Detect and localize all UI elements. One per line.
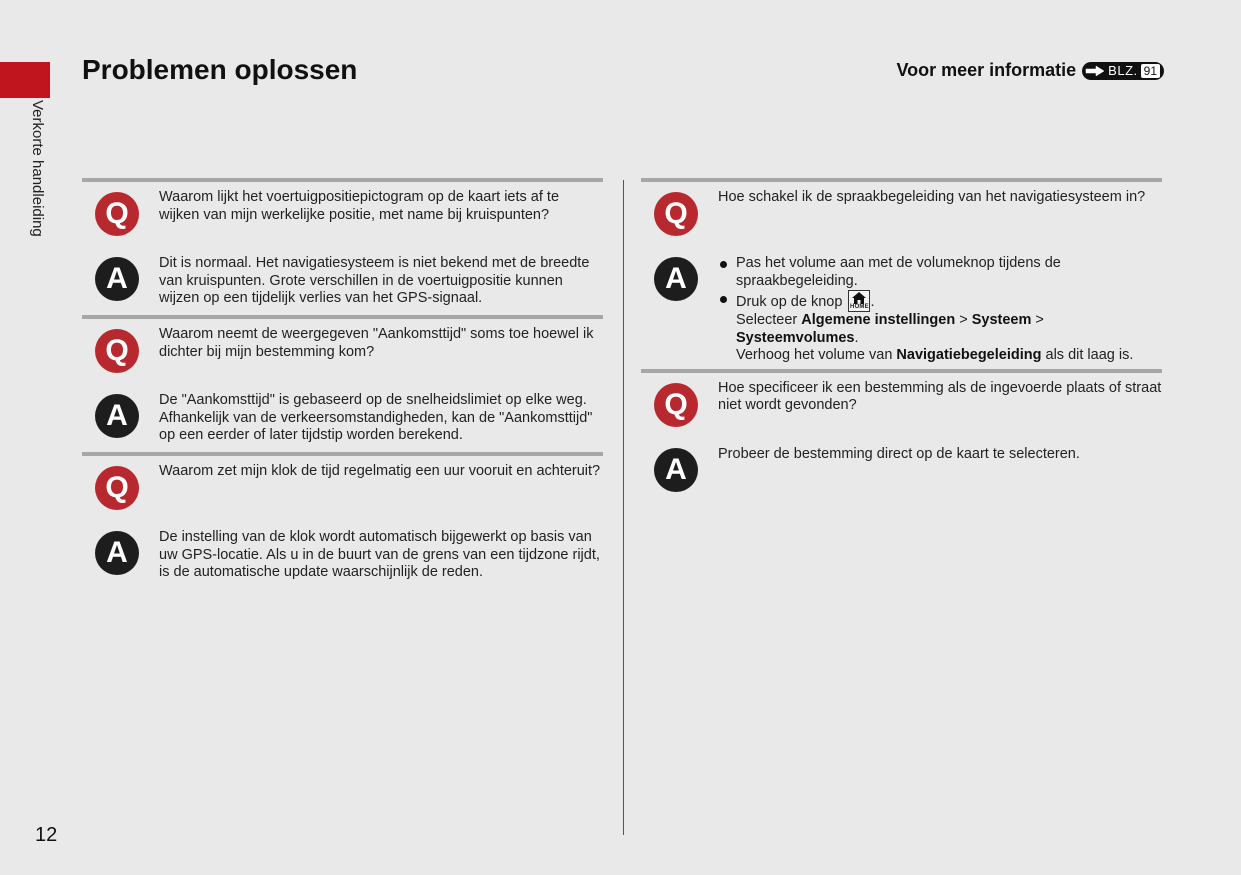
- faq-item: [82, 452, 603, 589]
- page-number: 12: [35, 824, 58, 846]
- menu-path-system-volumes: Systeemvolumes: [736, 329, 855, 346]
- question-row: [82, 319, 603, 386]
- faq-column-right: [641, 178, 1162, 506]
- menu-path-general-settings: Algemene instellingen: [801, 312, 956, 328]
- more-info-label: Voor meer informatie: [896, 60, 1077, 80]
- question-text: Waarom neemt de weergegeven "Aankomsttijd" soms toe hoewel ik dichter bij mijn bestemming kom?: [159, 326, 594, 360]
- question-text: Hoe schakel ik de spraakbegeleiding van het navigatiesysteem in?: [718, 189, 1146, 205]
- more-info-reference[interactable]: [896, 60, 1164, 81]
- question-text: Waarom zet mijn klok de tijd regelmatig een uur vooruit en achteruit?: [159, 463, 601, 479]
- answer-bullet-list: [718, 255, 1162, 365]
- faq-item: [82, 178, 603, 315]
- bullet-home-suffix: .: [870, 294, 875, 310]
- select-suffix: .: [854, 329, 859, 346]
- page-title: Problemen oplossen: [82, 54, 358, 85]
- bullet-volume-text: Pas het volume aan met de volumeknop tijdens de spraakbegeleiding.: [736, 255, 1061, 289]
- select-prefix: Selecteer: [736, 312, 798, 328]
- answer-row: [82, 386, 603, 448]
- question-text: Hoe specificeer ik een bestemming als de ingevoerde plaats of straat niet wordt gevonden?: [718, 379, 1162, 413]
- faq-item: [641, 178, 1162, 369]
- answer-badge: A: [95, 531, 139, 575]
- question-badge: Q: [95, 466, 139, 510]
- house-icon: [852, 292, 866, 304]
- answer-badge: A: [95, 394, 139, 438]
- home-icon-label: HOME: [850, 304, 869, 310]
- reference-prefix: BLZ.: [1108, 63, 1138, 78]
- menu-path-system: Systeem: [971, 312, 1032, 328]
- answer-text: De instelling van de klok wordt automatisch bijgewerkt op basis van uw GPS-locatie. Als u in de buurt van de grens van een tijdzone rijdt, is de automatische update waarschijnlijk de reden.: [159, 529, 600, 580]
- column-divider: [623, 180, 624, 835]
- faq-item: [82, 315, 603, 452]
- answer-text: De "Aankomsttijd" is gebaseerd op de snelheidslimiet op elke weg. Afhankelijk van de verkeersomstandigheden, kan de "Aankomsttijd" op een eerder of later tijdstip worden berekend.: [159, 392, 593, 443]
- question-badge: Q: [654, 192, 698, 236]
- question-row: [641, 373, 1162, 440]
- answer-row: [82, 249, 603, 311]
- section-tab-label: Verkorte handleiding: [29, 100, 46, 237]
- arrow-right-icon: [1085, 65, 1105, 77]
- question-text: Waarom lijkt het voertuigpositiepictogram op de kaart iets af te wijken van mijn werkelijke positie, met name bij kruispunten?: [159, 189, 560, 223]
- question-row: [82, 182, 603, 249]
- raise-prefix: Verhoog het volume van: [736, 347, 893, 363]
- question-badge: Q: [95, 329, 139, 373]
- answer-badge: A: [654, 257, 698, 301]
- question-row: [82, 456, 603, 523]
- answer-text: Probeer de bestemming direct op de kaart te selecteren.: [718, 445, 1080, 462]
- page-reference-badge[interactable]: [1082, 62, 1164, 80]
- navigation-guidance-item: Navigatiebegeleiding: [896, 347, 1042, 363]
- raise-suffix: als dit laag is.: [1045, 347, 1134, 363]
- answer-text: Dit is normaal. Het navigatiesysteem is niet bekend met de breedte van kruispunten. Grote verschillen in de voertuigpositie kunnen wijzen op een tijdelijk verlies van het GPS-signaal.: [159, 255, 590, 306]
- answer-row: [641, 249, 1162, 365]
- answer-badge: A: [95, 257, 139, 301]
- bullet-home-prefix: Druk op de knop: [736, 294, 843, 310]
- reference-page-number: 91: [1141, 64, 1160, 78]
- answer-badge: A: [654, 448, 698, 492]
- faq-column-left: [82, 178, 603, 589]
- answer-row: [641, 440, 1162, 502]
- question-row: [641, 182, 1162, 249]
- bullet-item: [718, 255, 1162, 290]
- home-button-icon: [848, 290, 870, 312]
- menu-path-separator: >: [959, 312, 968, 328]
- answer-text: [718, 255, 1162, 365]
- section-tab-marker: [0, 62, 50, 98]
- menu-path-separator: >: [1035, 312, 1044, 328]
- question-badge: Q: [654, 383, 698, 427]
- question-badge: Q: [95, 192, 139, 236]
- faq-item: [641, 369, 1162, 506]
- answer-row: [82, 523, 603, 585]
- bullet-item: [718, 290, 1162, 365]
